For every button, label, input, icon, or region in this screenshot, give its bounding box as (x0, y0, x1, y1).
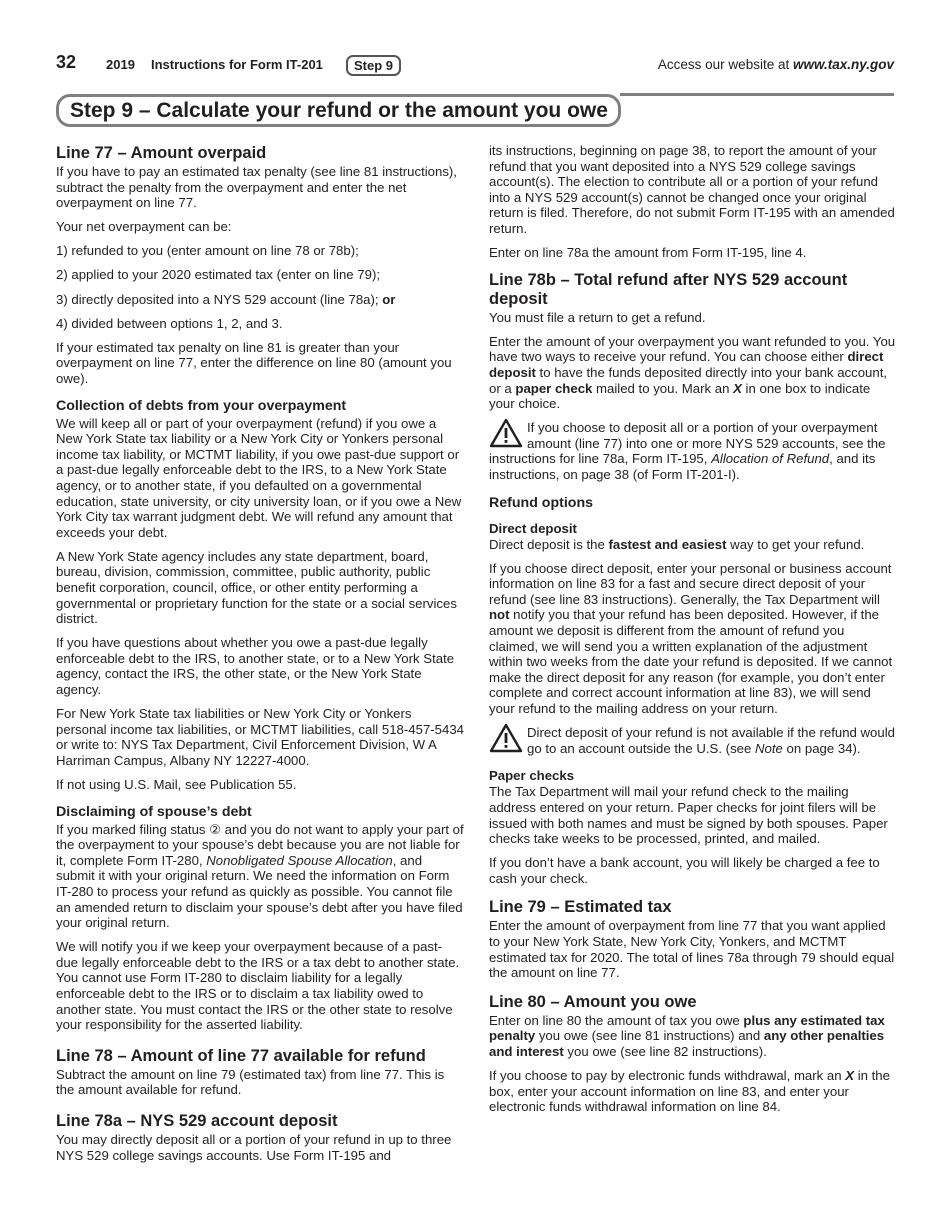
line77-option3-or: or (382, 291, 396, 307)
line80-para2-b: in the box, enter your account information on line 83, and enter your electronic funds withdrawal information on line 84. (489, 1068, 890, 1115)
line78a-para1: You may directly deposit all or a portion of your refund in up to three NYS 529 college savings accounts. Use Form IT-195 and (56, 1132, 452, 1163)
page-number: 32 (56, 52, 77, 72)
header-rule (620, 93, 894, 96)
line80-para1-c: you owe (see line 82 instructions). (563, 1043, 767, 1059)
step-banner-title: Step 9 – Calculate your refund or the amount you owe (70, 99, 608, 122)
debts-para2: A New York State agency includes any state department, board, bureau, division, commission, committee, public authority, public benefit corporation, council, office, or other entity performing a governmental or proprietary function for the state or a social services district. (56, 548, 457, 627)
line78a-continued: its instructions, beginning on page 38, to report the amount of your refund that you want deposited into a NYS 529 college savings account(s). The election to contribute all or a portion of your refund into a NYS 529 account(s) cannot be changed once your original return is filed. Therefore, do not submit Form IT-195 with an amended return. (489, 143, 895, 236)
line80-para1-bold2: any other penalties and interest (489, 1028, 885, 1059)
website-url[interactable]: www.tax.ny.gov (792, 57, 894, 72)
warning-note-outside-us (489, 725, 897, 756)
warning-note-outside-us-note: Note (755, 740, 783, 756)
line80-para1-bold1: plus any estimated tax penalty (489, 1012, 885, 1044)
line77-option3-text: 3) directly deposited into a NYS 529 account (line 78a); (56, 291, 383, 307)
line80-para2-a: If you choose to pay by electronic funds withdrawal, mark an (489, 1068, 846, 1084)
debts-para1: We will keep all or part of your overpayment (refund) if you owe a New York State tax liability or a New York City or Yonkers personal income tax liability, or MCTMT liability, if you owe past-due support or a past-due legally enforceable debt to the IRS, to a New York State agency, or to another state, if you defaulted on a governmental education, state university, or city university loan, or if you owe a New York City tax warrant judgment debt. We will refund any amount that exceeds your debt. (56, 415, 462, 540)
refund-options-heading: Refund options (489, 494, 594, 511)
line77-heading: Line 77 – Amount overpaid (56, 144, 267, 162)
line80-para1 (489, 1013, 897, 1060)
line79-heading: Line 79 – Estimated tax (489, 898, 672, 917)
line78b-para2 (489, 334, 897, 412)
line78a-heading: Line 78a – NYS 529 account deposit (56, 1112, 338, 1130)
debts-para4: For New York State tax liabilities or New York City or Yonkers personal income tax liabilities, or MCTMT liabilities, call 518-457-5434 or write to: NYS Tax Department, Civil Enforcement Division, W A Harriman Campus, Albany NY 12227-4000. (56, 706, 465, 768)
line80-para2 (489, 1068, 897, 1115)
debts-para5: If not using U.S. Mail, see Publication 55. (56, 777, 297, 792)
line80-para1-a: Enter on line 80 the amount of tax you owe (489, 1012, 744, 1028)
direct-deposit-para1 (489, 537, 897, 553)
warning-note-529-form: Allocation of Refund (711, 451, 830, 467)
warning-icon (489, 418, 523, 448)
line80-heading: Line 80 – Amount you owe (489, 992, 697, 1011)
step-badge: Step 9 (346, 55, 401, 76)
warning-note-529-b: , and its instructions, on page 38 (of Form IT-201-I). (489, 451, 876, 482)
warning-icon (489, 723, 523, 753)
debts-para3: If you have questions about whether you owe a past-due legally enforceable debt to the IRS, to another state, or to a New York State agency, contact the IRS, the other state, or the New York State agency. (56, 635, 455, 698)
left-column (56, 134, 464, 1172)
warning-note-outside-us-a: Direct deposit of your refund is not available if the refund would go to an account outside the U.S. (see (527, 725, 895, 756)
warning-note-outside-us-b: on page 34). (782, 740, 861, 756)
spouse-debt-heading: Disclaiming of spouse’s debt (56, 803, 252, 820)
line77-option1: 1) refunded to you (enter amount on line 78 or 78b); (56, 243, 359, 259)
dd-para2-not: not (489, 607, 510, 623)
spouse-para1-form: Nonobligated Spouse Allocation (206, 852, 393, 868)
paper-checks-para1: The Tax Department will mail your refund check to the mailing address entered on your return. Paper checks for joint filers will be issued with both names and must be signed by both spouses. Paper checks take weeks to be processed, printed, and mailed. (489, 784, 888, 847)
website-note (658, 57, 894, 72)
dd-para1-a: Direct deposit is the (489, 536, 609, 552)
paper-check-bold: paper check (515, 380, 593, 396)
dd-para1-b: way to get your refund. (726, 536, 865, 552)
line80-mark-x: X (845, 1068, 855, 1084)
dd-para2-b: notify you that your refund has been deposited. However, if the amount we deposit is different from the amount of refund you claimed, we will send you a written explanation of the adjustment within two weeks from the date your refund is deposited. If we cannot make the direct deposit for any reason (for example, you don’t enter complete and correct account information at line 83), we will send your refund to the mailing address on your return. (489, 607, 893, 717)
line77-para3: If your estimated tax penalty on line 81 is greater than your overpayment on line 77, enter the difference on line 80 (amount you owe). (56, 339, 452, 386)
dd-para1-bold: fastest and easiest (608, 536, 727, 552)
warning-note-529 (489, 420, 897, 482)
line78b-para2-c: mailed to you. Mark an (592, 380, 734, 396)
line77-option4: 4) divided between options 1, 2, and 3. (56, 315, 283, 331)
line78b-para2-d: in one box to indicate your choice. (489, 380, 871, 412)
line80-para1-b: you owe (see line 81 instructions) and (535, 1028, 764, 1044)
line79-para1: Enter the amount of overpayment from line 77 that you want applied to your New York State, New York City, Yonkers, and MCTMT estimated tax for 2020. The total of lines 78a through 79 should equal the amount on line 77. (489, 918, 895, 981)
line78b-heading: Line 78b – Total refund after NYS 529 account deposit (489, 270, 848, 308)
spouse-para1-a: If you marked filing status ② and you do not want to apply your part of the overpayment to your spouse’s debt because you are not liable for it, complete Form IT-280, (56, 821, 464, 868)
mark-x: X (733, 380, 742, 396)
line78b-para1: You must file a return to get a refund. (489, 309, 706, 325)
line77-para1: If you have to pay an estimated tax penalty (see line 81 instructions), subtract the penalty from the overpayment and enter the net overpayment on line 77. (56, 164, 457, 211)
form-year: 2019 (106, 57, 135, 72)
line78-heading: Line 78 – Amount of line 77 available for refund (56, 1046, 426, 1065)
dd-para2-a: If you choose direct deposit, enter your personal or business account information on line 83 for a fast and secure direct deposit of your refund (see line 83 instructions). Generally, the Tax Department will (489, 560, 892, 607)
line78-para1: Subtract the amount on line 79 (estimated tax) from line 77. This is the amount available for refund. (56, 1066, 445, 1098)
direct-deposit-bold: direct deposit (489, 349, 884, 380)
line78b-para2-b: to have the funds deposited directly into your bank account, or a (489, 364, 888, 396)
paper-checks-heading: Paper checks (489, 768, 575, 784)
direct-deposit-heading: Direct deposit (489, 520, 577, 536)
direct-deposit-para2 (489, 561, 897, 717)
line77-option2: 2) applied to your 2020 estimated tax (enter on line 79); (56, 267, 381, 283)
paper-checks-para2: If you don’t have a bank account, you will likely be charged a fee to cash your check. (489, 855, 880, 886)
line77-para2: Your net overpayment can be: (56, 219, 232, 235)
line78a-para2: Enter on line 78a the amount from Form IT-195, line 4. (489, 245, 807, 261)
line77-option3 (56, 292, 464, 308)
step-banner (56, 94, 621, 127)
right-column (489, 134, 897, 1123)
page-header (56, 52, 894, 80)
spouse-para1 (56, 822, 464, 931)
spouse-para2: We will notify you if we keep your overpayment because of a past-due legally enforceable debt to the IRS or a tax debt to another state. You cannot use Form IT-280 to disclaim liability for a legally enforceable debt to the IRS or to disclaim a tax liability owed to another state. You must contact the IRS or the other state to resolve your responsibility for the asserted liability. (56, 939, 460, 1033)
warning-note-529-a: If you choose to deposit all or a portion of your overpayment amount (line 77) into one or more NYS 529 accounts, see the instructions for line 78a, Form IT-195, (489, 420, 886, 467)
spouse-para1-b: , and submit it with your original return. We need the information on Form IT-280 to process your refund as quickly as possible. You cannot file an amended return to disclaim your spouse’s debt after you have filed your original return. (56, 852, 463, 931)
debts-heading: Collection of debts from your overpayment (56, 397, 347, 414)
form-title: Instructions for Form IT-201 (151, 57, 323, 72)
line78b-para2-a: Enter the amount of your overpayment you want refunded to you. You have two ways to receive your refund. You can choose either (489, 333, 896, 365)
website-prefix: Access our website at (657, 57, 793, 72)
